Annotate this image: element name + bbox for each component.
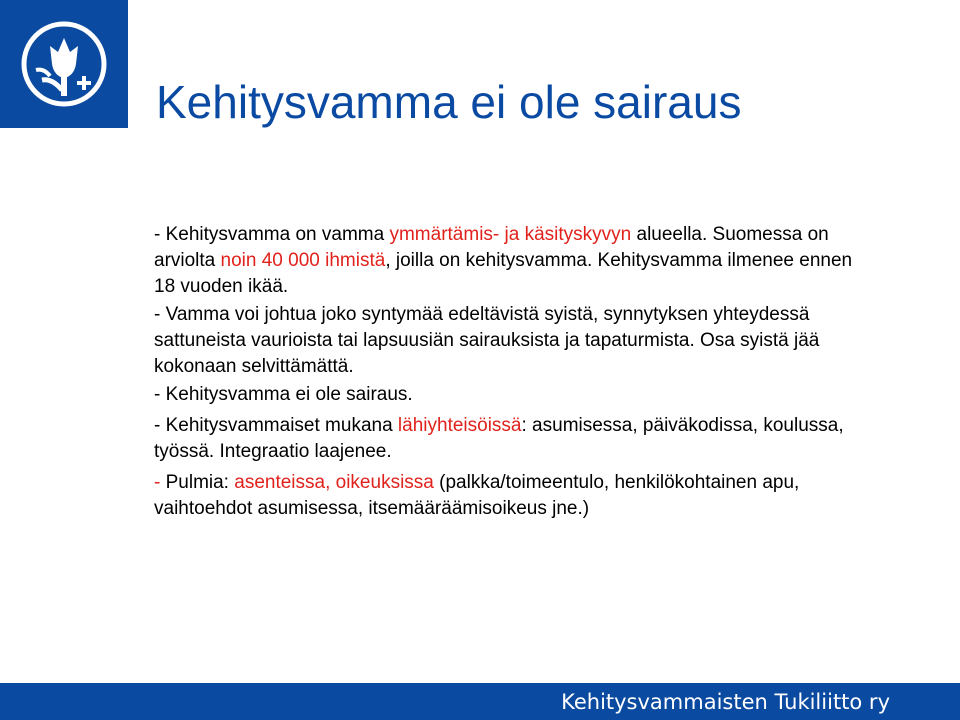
slide-title: Kehitysvamma ei ole sairaus (156, 76, 742, 128)
tulip-emblem-icon (18, 18, 110, 110)
text-run: - Kehitysvammaiset mukana (154, 415, 398, 436)
text-run: alueella. Suomessa on arviolta (154, 224, 829, 271)
highlight-run: lähiyhteisöissä (397, 415, 522, 436)
paragraph-problems (154, 470, 854, 522)
slide-body (154, 222, 854, 522)
text-run: - Vamma voi johtua joko syntymää edeltävistä syistä, synnytyksen yhteydessä sattuneista vaurioista tai lapsuusiän sairauksista ja tapaturmista. Osa syistä jää kokonaan selvittämättä. (154, 304, 820, 377)
text-run: : asumisessa, päiväkodissa, koulussa, työssä. Integraatio laajenee. (154, 415, 844, 462)
text-run: - Kehitysvamma on vamma (154, 224, 390, 245)
highlight-run: asenteissa, oikeuksissa (234, 472, 434, 493)
paragraph-causes (154, 302, 854, 380)
footer-bar (0, 683, 960, 720)
text-run: - Kehitysvamma ei ole sairaus. (154, 384, 413, 405)
paragraph-definition (154, 222, 854, 300)
highlight-run: - (154, 472, 166, 493)
text-run: Pulmia: (165, 472, 235, 493)
text-run: , joilla on kehitysvamma. Kehitysvamma ilmenee ennen 18 vuoden ikää. (154, 250, 853, 297)
logo-box (0, 0, 128, 128)
highlight-run: noin 40 000 ihmistä (220, 250, 386, 271)
organization-name: Kehitysvammaisten Tukiliitto ry (561, 690, 890, 714)
highlight-run: ymmärtämis- ja käsityskyvyn (389, 224, 632, 245)
text-run: (palkka/toimeentulo, henkilökohtainen apu, vaihtoehdot asumisessa, itsemääräämisoikeus jne.) (154, 472, 800, 519)
paragraph-not-illness (154, 382, 854, 408)
paragraph-community (154, 413, 854, 465)
